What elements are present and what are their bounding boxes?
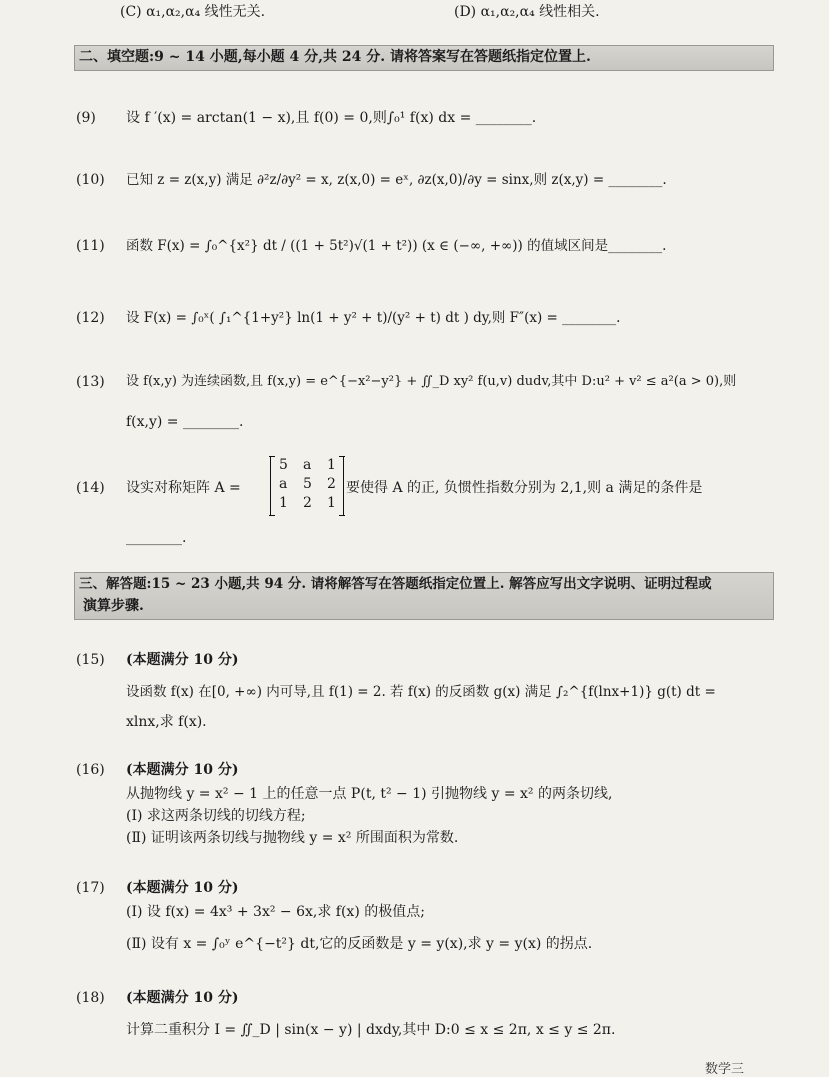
question-13-line2: f(x,y) = ________.: [126, 414, 244, 430]
matrix-cell: a: [303, 457, 312, 473]
question-text: 设 f ′(x) = arctan(1 − x),且 f(0) = 0,则∫₀¹ f(x) dx = ________.: [126, 110, 537, 126]
answer-18-line1: 计算二重积分 I = ∬_D | sin(x − y) | dxdy,其中 D:0 ≤ x ≤ 2π, x ≤ y ≤ 2π.: [126, 1022, 616, 1038]
matrix-cell: 5: [303, 476, 312, 492]
question-number: (13): [76, 374, 105, 390]
matrix-cell: 2: [303, 495, 312, 511]
question-number: (10): [76, 172, 105, 188]
matrix-a: [270, 456, 344, 516]
page-footer: 数学三: [705, 1062, 745, 1077]
matrix-cell: 2: [327, 476, 336, 492]
matrix-cell: 1: [327, 457, 336, 473]
option-d: (D) α₁,α₂,α₄ 线性相关.: [454, 4, 600, 20]
option-c: (C) α₁,α₂,α₄ 线性无关.: [120, 4, 266, 20]
answer-score: (本题满分 10 分): [126, 990, 239, 1006]
question-number: (9): [76, 110, 96, 126]
answer-score: (本题满分 10 分): [126, 880, 239, 896]
question-text: 函数 F(x) = ∫₀^{x²} dt / ((1 + 5t²)√(1 + t²)) (x ∈ (−∞, +∞)) 的值域区间是________.: [126, 238, 667, 254]
answer-score: (本题满分 10 分): [126, 652, 239, 668]
question-text: 已知 z = z(x,y) 满足 ∂²z/∂y² = x, z(x,0) = eˣ, ∂z(x,0)/∂y = sinx,则 z(x,y) = ________.: [126, 172, 667, 188]
question-text: 设 F(x) = ∫₀ˣ( ∫₁^{1+y²} ln(1 + y² + t)/(y² + t) dt ) dy,则 F″(x) = ________.: [126, 310, 621, 326]
answer-16-line1: 从抛物线 y = x² − 1 上的任意一点 P(t, t² − 1) 引抛物线 y = x² 的两条切线,: [126, 786, 613, 802]
answer-16-line2: (Ⅰ) 求这两条切线的切线方程;: [126, 808, 306, 824]
answer-number: (17): [76, 880, 105, 896]
matrix-cell: a: [279, 476, 288, 492]
question-text-pre: 设实对称矩阵 A =: [126, 480, 241, 496]
answer-15-line2: xlnx,求 f(x).: [126, 714, 207, 730]
question-text-line1: 设 f(x,y) 为连续函数,且 f(x,y) = e^{−x²−y²} + ∬_D xy² f(u,v) dudv,其中 D:u² + v² ≤ a²(a > 0),则: [126, 374, 737, 389]
question-number: (11): [76, 238, 105, 254]
section2-header: [74, 45, 774, 71]
answer-number: (16): [76, 762, 105, 778]
section2-header-text: 二、填空题:9 ~ 14 小题,每小题 4 分,共 24 分. 请将答案写在答题纸指定位置上.: [79, 49, 591, 65]
section3-header-line2: 演算步骤.: [83, 598, 144, 614]
answer-number: (18): [76, 990, 105, 1006]
matrix-cell: 1: [327, 495, 336, 511]
answer-17-line2: (Ⅱ) 设有 x = ∫₀ʸ e^{−t²} dt,它的反函数是 y = y(x),求 y = y(x) 的拐点.: [126, 936, 593, 952]
answer-15-line1: 设函数 f(x) 在[0, +∞) 内可导,且 f(1) = 2. 若 f(x) 的反函数 g(x) 满足 ∫₂^{f(lnx+1)} g(t) dt =: [126, 684, 716, 700]
answer-16-line3: (Ⅱ) 证明该两条切线与抛物线 y = x² 所围面积为常数.: [126, 830, 459, 846]
answer-number: (15): [76, 652, 105, 668]
section3-header-line1: 三、解答题:15 ~ 23 小题,共 94 分. 请将解答写在答题纸指定位置上. 解答应写出文字说明、证明过程或: [79, 576, 712, 592]
matrix-cell: 1: [279, 495, 288, 511]
section3-header: [74, 572, 774, 620]
question-14-post: 要使得 A 的正, 负惯性指数分别为 2,1,则 a 满足的条件是: [346, 480, 703, 496]
question-number: (12): [76, 310, 105, 326]
question-14-line2: ________.: [126, 530, 187, 546]
answer-score: (本题满分 10 分): [126, 762, 239, 778]
question-number: (14): [76, 480, 105, 496]
matrix-cell: 5: [279, 457, 288, 473]
answer-17-line1: (Ⅰ) 设 f(x) = 4x³ + 3x² − 6x,求 f(x) 的极值点;: [126, 904, 425, 920]
